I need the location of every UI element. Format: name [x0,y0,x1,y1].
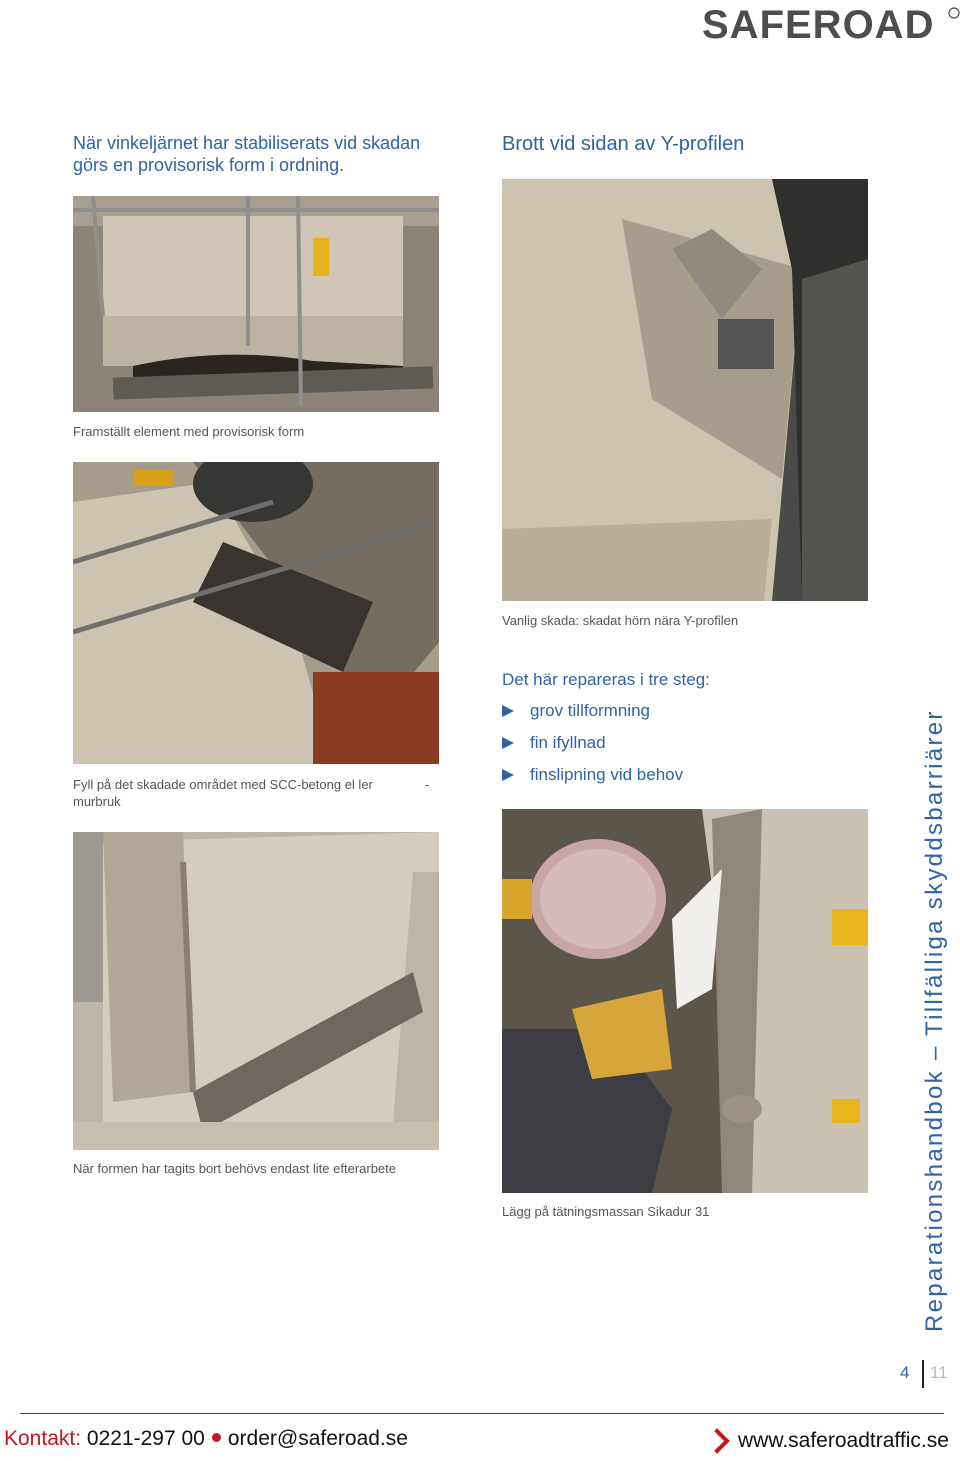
caption-fill-damaged-area: Fyll på det skadade området med SCC-betong el ler murbruk [73,777,373,809]
steps-title: Det här repareras i tre steg: [502,670,710,689]
website-line [708,1429,949,1453]
step-label: fin ifyllnad [530,733,606,752]
caption-provisional-form: Framställt element med provisorisk form [73,424,305,439]
triangle-bullet-icon [502,705,514,717]
step-label: grov tillformning [530,701,650,720]
contact-line [4,1427,408,1451]
page-number: 4 [900,1363,910,1382]
photo-damaged-corner [502,179,868,601]
bullet-dot-icon [212,1433,221,1442]
email-link[interactable]: order@saferoad.se [227,1427,408,1450]
step-item [502,701,650,721]
triangle-bullet-icon [502,737,514,749]
caption-form-removed: När formen har tagits bort behövs endast lite efterarbete [73,1161,397,1176]
triangle-bullet-icon [502,769,514,781]
contact-label: Kontakt: [4,1427,82,1450]
caption-stray-dash: - [425,777,430,792]
chevron-right-icon [704,1428,729,1453]
step-label: finslipning vid behov [530,765,684,784]
caption-damaged-corner: Vanlig skada: skadat hörn nära Y-profilen [502,613,739,628]
photo-provisional-form [73,196,439,412]
photo-apply-sealant [502,809,868,1193]
website-link[interactable]: www.saferoadtraffic.se [738,1429,949,1452]
step-item [502,765,683,785]
intro-text: När vinkeljärnet har stabiliserats vid skadan görs en provisorisk form i ordning. [73,133,421,175]
caption-apply-sealant: Lägg på tätningsmassan Sikadur 31 [502,1204,710,1219]
page-total: 11 [930,1363,948,1382]
svg-text:SAFEROAD: SAFEROAD [702,4,935,44]
page-divider [922,1360,924,1388]
phone-number[interactable]: 0221-297 00 [86,1427,205,1450]
sidebar-title: Reparationshandbok – Tillfälliga skyddsbarriärer [921,709,948,1332]
photo-fill-damaged-area [73,462,439,764]
step-item [502,733,606,753]
photo-form-removed [73,832,439,1150]
saferoad-logo [702,4,960,44]
footer-divider [20,1413,944,1414]
section-title: Brott vid sidan av Y-profilen [502,133,745,155]
